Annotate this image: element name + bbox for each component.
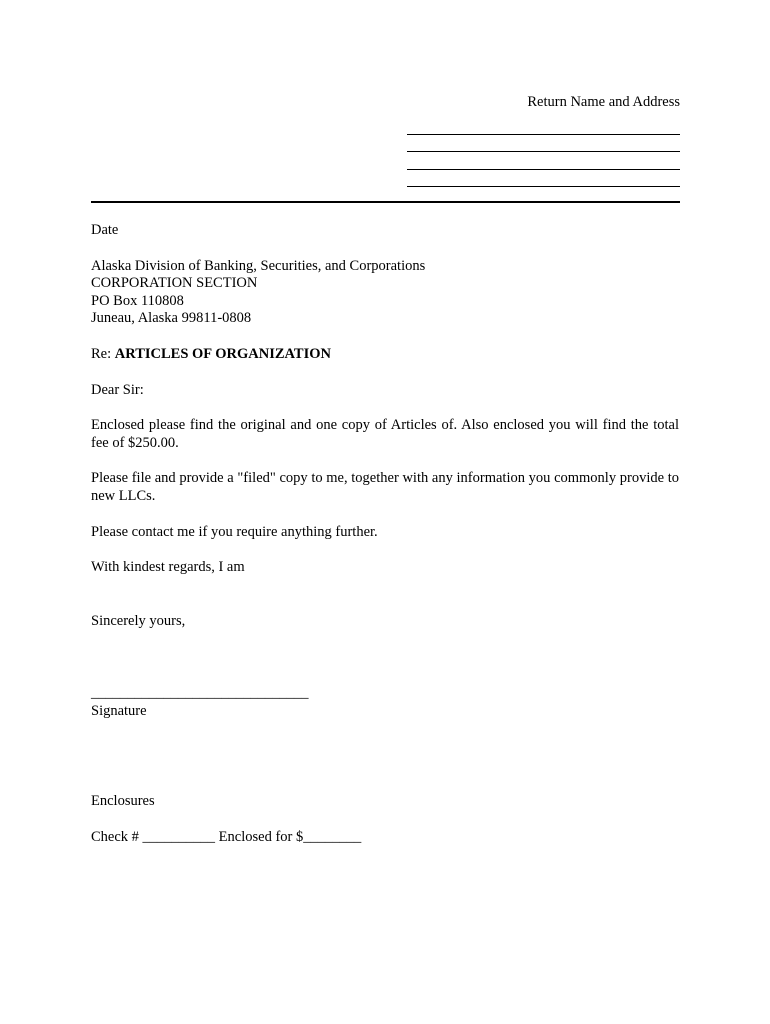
return-address-line-2 [407, 135, 680, 153]
header-divider [91, 201, 680, 203]
enclosures-label: Enclosures [91, 793, 155, 809]
paragraph-contact: Please contact me if you require anything further. [91, 523, 378, 540]
recipient-line-2: CORPORATION SECTION [91, 275, 258, 292]
paragraph-enclosed: Enclosed please find the original and one copy of Articles of. Also enclosed you will find the total fee of $250.00. [91, 417, 679, 451]
recipient-address [91, 258, 679, 328]
subject-line [91, 346, 679, 364]
signature-label: Signature [91, 702, 147, 719]
subject-text: ARTICLES OF ORGANIZATION [114, 345, 331, 362]
recipient-line-3: PO Box 110808 [91, 292, 184, 309]
date-label: Date [91, 222, 119, 238]
signature-line: ______________________________ [91, 685, 309, 701]
subject-prefix: Re: [91, 345, 115, 362]
salutation: Dear Sir: [91, 381, 144, 398]
return-address-title: Return Name and Address [527, 94, 680, 110]
recipient-line-1: Alaska Division of Banking, Securities, and Corporations [91, 257, 426, 274]
enclosures-block [91, 793, 679, 846]
recipient-line-4: Juneau, Alaska 99811-0808 [91, 310, 252, 327]
return-address-block [407, 94, 680, 187]
closing-sincerely: Sincerely yours, [91, 612, 186, 629]
return-address-line-1 [407, 117, 680, 135]
letter-body [91, 222, 679, 648]
return-address-line-3 [407, 152, 680, 170]
check-line: Check # __________ Enclosed for $________ [91, 828, 362, 845]
signature-block [91, 685, 679, 720]
return-address-line-4 [407, 170, 680, 188]
closing-regards: With kindest regards, I am [91, 559, 245, 576]
paragraph-file-request: Please file and provide a "filed" copy to me, together with any information you commonly provide to new LLCs. [91, 470, 679, 504]
